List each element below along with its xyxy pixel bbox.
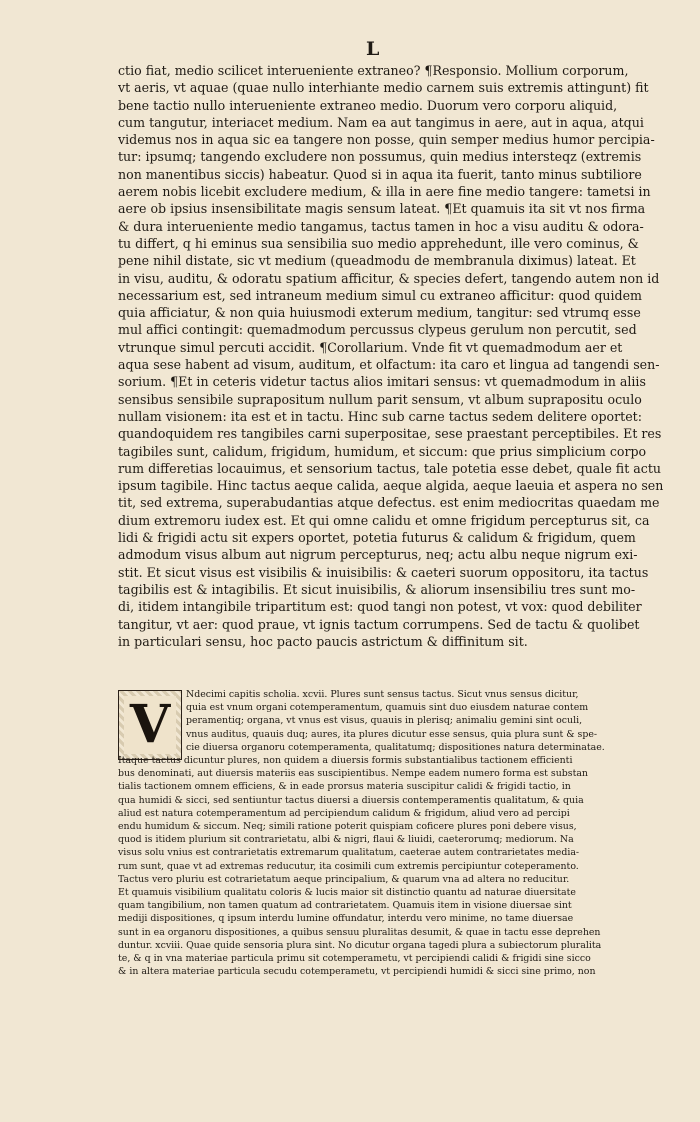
text-line: in visu, auditu, & odoratu spatium afficitur, & species defert, tangendo autem non id	[118, 270, 660, 286]
scholia-line: te, & q in vna materiae particula primu sit cotemperametu, vt percipiendi calidi & frigidi sine sicco	[118, 953, 591, 965]
text-line: lidi & frigidi actu sit expers oportet, potetia futurus & calidum & frigidum, quem	[118, 530, 636, 546]
scholia-line: quam tangibilium, non tamen quatum ad contrarietatem. Quamuis item in visione diuersae sint	[118, 900, 572, 912]
text-line: tur: ipsumq; tangendo excludere non possumus, quin medius intersteqz (extremis	[118, 149, 642, 165]
text-line: cum tangutur, interiacet medium. Nam ea aut tangimus in aere, aut in aqua, atqui	[118, 114, 644, 130]
text-line: & dura interueniente medio tangamus, tactus tamen in hoc a visu auditu & odora-	[118, 218, 644, 234]
scholia-line: Tactus vero pluriu est cotrarietatum aeque principalium, & quarum vna ad altera no reducitur.	[118, 873, 570, 885]
scholia-text	[118, 688, 678, 978]
initial-letter: V	[124, 696, 176, 754]
folio-mark: L	[366, 38, 381, 60]
text-line: tagibiles sunt, calidum, frigidum, humidum, et siccum: que prius simplicium corpo	[118, 443, 647, 459]
scholia-line: Itaque tactus dicuntur plures, non quidem a diuersis formis substantialibus tactionem efficienti	[118, 755, 573, 767]
scholia-line: bus denominati, aut diuersis materiis eas suscipientibus. Nempe eadem numero forma est substan	[118, 768, 588, 780]
text-line: rum differetias locauimus, et sensorium tactus, tale potetia esse debet, quale fit actu	[118, 460, 661, 476]
text-line: in particulari sensu, hoc pacto paucis astrictum & diffinitum sit.	[118, 633, 528, 649]
text-line: aerem nobis licebit excludere medium, & illa in aere fine medio tangere: tametsi in	[118, 184, 651, 200]
text-line: pene nihil distate, sic vt medium (queadmodu de membranula diximus) lateat. Et	[118, 253, 636, 269]
text-line: bene tactio nullo interueniente extraneo medio. Duorum vero corporu aliquid,	[118, 97, 618, 113]
text-line: tu differt, q hi eminus sua sensibilia suo medio apprehedunt, ille vero cominus, &	[118, 235, 639, 251]
text-line: dium extremoru iudex est. Et qui omne calidu et omne frigidum percepturus sit, ca	[118, 512, 650, 528]
text-line: quia afficiatur, & non quia huiusmodi exterum medium, tangitur: sed vtrumq esse	[118, 305, 641, 321]
text-line: di, itidem intangibile tripartitum est: quod tangi non potest, vt vox: quod debiliter	[118, 599, 642, 615]
scholia-line: quod is itidem plurium sit contrarietatu, albi & nigri, flaui & liuidi, caeterorumq; mediorum. Na	[118, 834, 574, 846]
scholia-line: duntur. xcviii. Quae quide sensoria plura sint. No dicutur organa tagedi plura a subiectorum pluralita	[118, 939, 602, 951]
text-line: videmus nos in aqua sic ea tangere non posse, quin semper medius humor percipia-	[118, 132, 655, 148]
text-line: aqua sese habent ad visum, auditum, et olfactum: ita caro et lingua ad tangendi sen-	[118, 357, 660, 373]
text-line: sensibus sensibile suprapositum nullum parit sensum, vt album suprapositu oculo	[118, 391, 642, 407]
scholia-line: & in altera materiae particula secudu cotemperametu, vt percipiendi humidi & sicci sine primo, non	[118, 966, 596, 978]
scholia-block	[118, 688, 678, 1018]
scholia-line: vnus auditus, quauis duq; aures, ita plures dicutur esse sensus, quia plura sunt & spe-	[186, 728, 598, 740]
text-line: tangitur, vt aer: quod praue, vt ignis tactum corrumpens. Sed de tactu & quolibet	[118, 616, 640, 632]
text-line: non manentibus siccis) habeatur. Quod si in aqua ita fuerit, tanto minus subtiliore	[118, 166, 642, 182]
text-line: stit. Et sicut visus est visibilis & inuisibilis: & caeteri suorum oppositoru, ita tactus	[118, 564, 649, 580]
text-line: aere ob ipsius insensibilitate magis sensum lateat. ¶Et quamuis ita sit vt nos firma	[118, 201, 646, 217]
scholia-line: Ndecimi capitis scholia. xcvii. Plures sunt sensus tactus. Sicut vnus sensus dicitur,	[186, 689, 579, 700]
text-line: tagibilis est & intagibilis. Et sicut inuisibilis, & aliorum insensibiliu tres sunt mo-	[118, 581, 636, 597]
text-line: admodum visus album aut nigrum percepturus, neq; actu albu neque nigrum exi-	[118, 547, 638, 563]
scholia-line: peramentiq; organa, vt vnus est visus, quauis in plerisq; animaliu gemini sint oculi,	[186, 715, 583, 727]
text-line: necessarium est, sed intraneum medium simul cu extraneo afficitur: quod quidem	[118, 287, 642, 303]
scholia-line: cie diuersa organoru cotemperamenta, qualitatumq; dispositiones natura determinatae.	[186, 741, 605, 753]
text-line: quandoquidem res tangibiles carni superpositae, sese praestant perceptibiles. Et res	[118, 426, 662, 442]
scholia-line: qua humidi & sicci, sed sentiuntur tactus diuersi a diuersis contemperamentis qualitatum, & quia	[118, 794, 584, 806]
text-line: vtrunque simul percuti accidit. ¶Corollarium. Vnde fit vt quemadmodum aer et	[118, 339, 623, 355]
scholia-line: Et quamuis visibilium qualitatu coloris & lucis maior sit distinctio quantu ad naturae diuersitate	[118, 887, 576, 899]
scholia-line: quia est vnum organi cotemperamentum, quamuis sint duo eiusdem naturae contem	[186, 702, 589, 714]
text-line: tit, sed extrema, superabudantias atque defectus. est enim mediocritas quaedam me	[118, 495, 660, 511]
text-line: ipsum tagibile. Hinc tactus aeque calida, aeque algida, aeque laeuia et aspera no sen	[118, 478, 664, 494]
scholia-line: mediji dispositiones, q ipsum interdu lumine offundatur, interdu vero minime, no tame diuersae	[118, 913, 574, 925]
scholia-line: endu humidum & siccum. Neq; simili ratione poterit quispiam coficere plures poni debere visus,	[118, 821, 577, 833]
scholia-line: visus solu vnius est contrarietatis extremarum qualitatum, caeterae autem contrarietates media-	[118, 847, 580, 859]
text-line: sorium. ¶Et in ceteris videtur tactus alios imitari sensus: vt quemadmodum in aliis	[118, 374, 646, 390]
scholia-line: rum sunt, quae vt ad extremas reducutur, ita cosimili cum extremis percipiuntur coteperamento.	[118, 860, 579, 872]
scholia-line: sunt in ea organoru dispositiones, a quibus sensuu pluralitas desumit, & quae in tactu esse deprehen	[118, 926, 601, 938]
text-line: mul affici contingit: quemadmodum percussus clypeus gerulum non percutit, sed	[118, 322, 637, 338]
text-line: vt aeris, vt aquae (quae nullo interhiante medio carnem suis extremis attingunt) fit	[118, 80, 649, 96]
text-line: nullam visionem: ita est et in tactu. Hinc sub carne tactus sedem delitere oportet:	[118, 408, 642, 424]
scholia-line: tialis tactionem omnem efficiens, & in eade prorsus materia suscipitur calidi & frigidi tactio, in	[118, 781, 571, 793]
scholia-line: aliud est natura cotemperamentum ad percipiendum calidum & frigidum, aliud vero ad percipi	[118, 807, 570, 819]
text-line: ctio fiat, medio scilicet interueniente extraneo? ¶Responsio. Mollium corporum,	[118, 63, 629, 78]
main-text-block	[118, 62, 678, 650]
